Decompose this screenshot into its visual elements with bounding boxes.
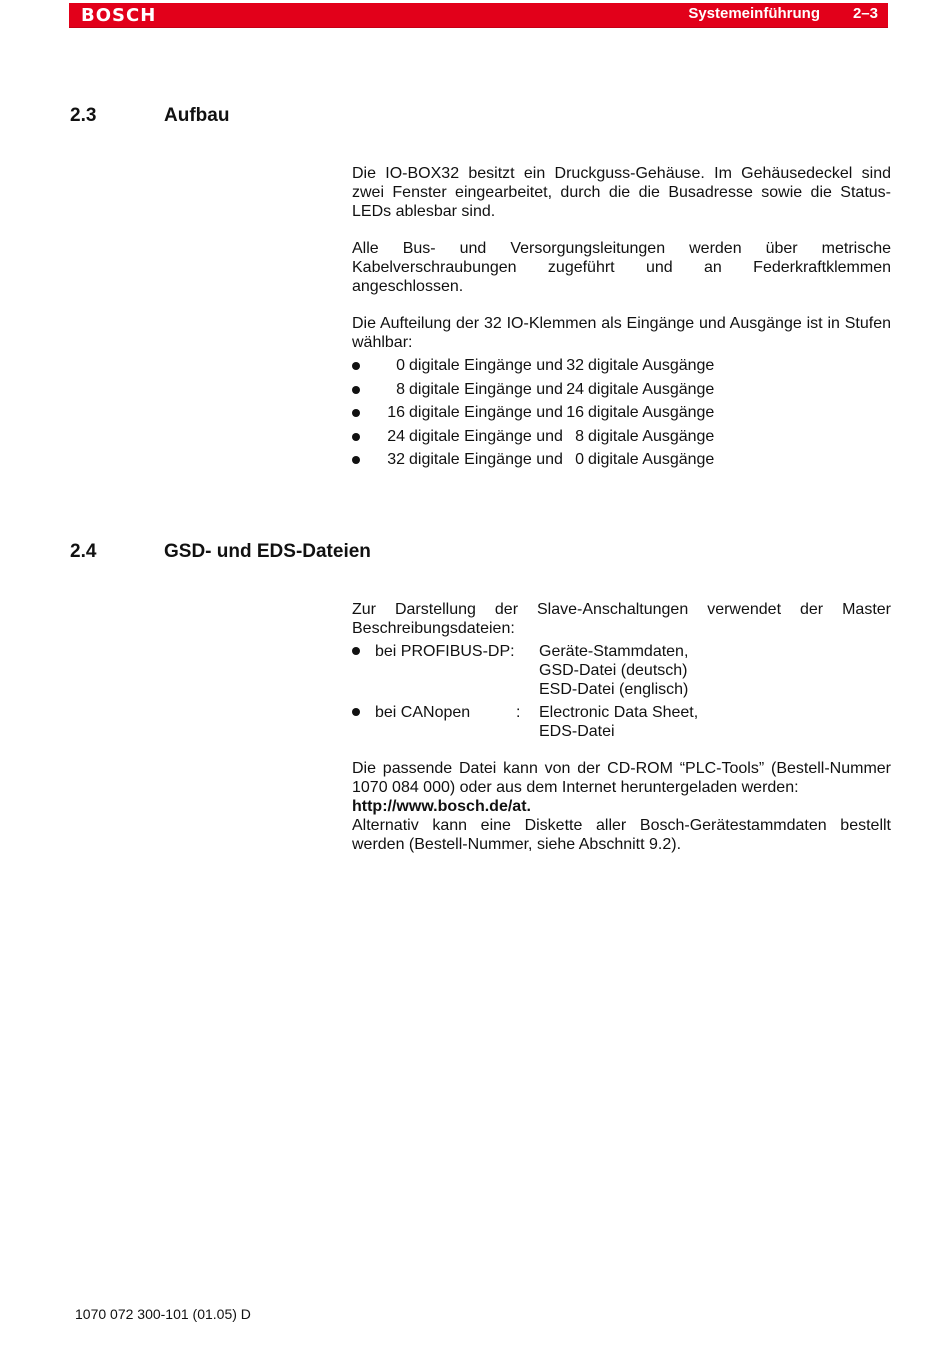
list-item: [352, 354, 891, 378]
output-label: digitale Ausgänge: [588, 380, 715, 398]
list-item: [352, 448, 891, 472]
file-description: Geräte-Stammdaten,: [539, 643, 689, 660]
document-number: 1070 072 300-101 (01.05) D: [75, 1306, 251, 1322]
file-description: EDS-Datei: [539, 723, 615, 740]
file-description: Electronic Data Sheet,: [539, 704, 699, 721]
bullet-icon: [352, 647, 360, 655]
bullet-icon: [352, 386, 360, 394]
input-label: digitale Eingänge und: [409, 451, 563, 468]
paragraph: Zur Darstellung der Slave-Anschaltungen verwendet der Master Beschreibungsdateien:: [352, 601, 891, 637]
output-count: 0: [575, 451, 584, 468]
list-item: [352, 642, 891, 699]
list-item: [352, 703, 891, 741]
section-number: 2.3: [70, 105, 97, 126]
page-number: 2–3: [852, 5, 878, 22]
section-title: Aufbau: [164, 105, 230, 126]
list-item: [352, 425, 891, 449]
output-count: 8: [575, 427, 584, 445]
paragraph: Die Aufteilung der 32 IO-Klemmen als Eingänge und Ausgänge ist in Stufen wählbar:: [352, 315, 891, 351]
file-descriptions: [539, 642, 891, 699]
input-count: 16: [387, 404, 405, 421]
input-count: 24: [387, 427, 405, 445]
io-options-list: [352, 354, 891, 472]
paragraph: [352, 759, 891, 816]
output-count: 24: [566, 380, 584, 398]
output-count: 16: [566, 404, 584, 421]
input-count: 8: [396, 380, 405, 398]
bus-type-label: bei CANopen: [375, 704, 471, 721]
bullet-icon: [352, 433, 360, 441]
header-bar: [69, 3, 888, 28]
section-heading-gsd-eds: [70, 541, 371, 563]
download-link[interactable]: http://www.bosch.de/at.: [352, 798, 531, 815]
paragraph: Alle Bus- und Versorgungsleitungen werden über metrische Kabelverschraubungen zugeführt und an Federkraftklemmen angeschlossen.: [352, 240, 891, 295]
input-label: digitale Eingänge und: [409, 404, 563, 421]
bullet-icon: [352, 409, 360, 417]
file-types-list: [352, 642, 891, 741]
input-count: 0: [396, 357, 405, 374]
input-count: 32: [387, 451, 405, 468]
input-label: digitale Eingänge und: [409, 357, 563, 374]
file-description: ESD-Datei (englisch): [539, 681, 689, 698]
section-body-gsd-eds: [352, 600, 891, 854]
paragraph: Die IO-BOX32 besitzt ein Druckguss-Gehäuse. Im Gehäusedeckel sind zwei Fenster eingearbeitet, durch die die Busadresse sowie die Status-LEDs ablesbar sind.: [352, 165, 891, 220]
paragraph: Alternativ kann eine Diskette aller Bosch-Gerätestammdaten bestellt werden (Bestell-Nummer, siehe Abschnitt 9.2).: [352, 817, 891, 853]
bosch-logo: BOSCH: [81, 5, 157, 26]
output-label: digitale Ausgänge: [588, 404, 715, 421]
output-label: digitale Ausgänge: [588, 427, 715, 445]
download-text: Die passende Datei kann von der CD-ROM “PLC-Tools” (Bestell-Nummer 1070 084 000) oder aus dem Internet heruntergeladen werden:: [352, 760, 891, 796]
output-label: digitale Ausgänge: [588, 451, 715, 468]
section-title: GSD- und EDS-Dateien: [164, 541, 371, 562]
chapter-title: Systemeinführung: [688, 5, 820, 22]
section-heading-aufbau: [70, 105, 229, 127]
file-descriptions: [539, 703, 891, 741]
list-item: [352, 378, 891, 402]
bullet-icon: [352, 456, 360, 464]
bullet-icon: [352, 708, 360, 716]
output-label: digitale Ausgänge: [588, 357, 715, 374]
bus-type-label: bei PROFIBUS-DP:: [375, 643, 515, 660]
bullet-icon: [352, 362, 360, 370]
output-count: 32: [566, 357, 584, 374]
separator: :: [516, 704, 521, 721]
section-number: 2.4: [70, 541, 97, 562]
file-description: GSD-Datei (deutsch): [539, 662, 688, 679]
section-body-aufbau: [352, 164, 891, 472]
list-item: [352, 401, 891, 425]
input-label: digitale Eingänge und: [409, 427, 563, 445]
input-label: digitale Eingänge und: [409, 380, 563, 398]
